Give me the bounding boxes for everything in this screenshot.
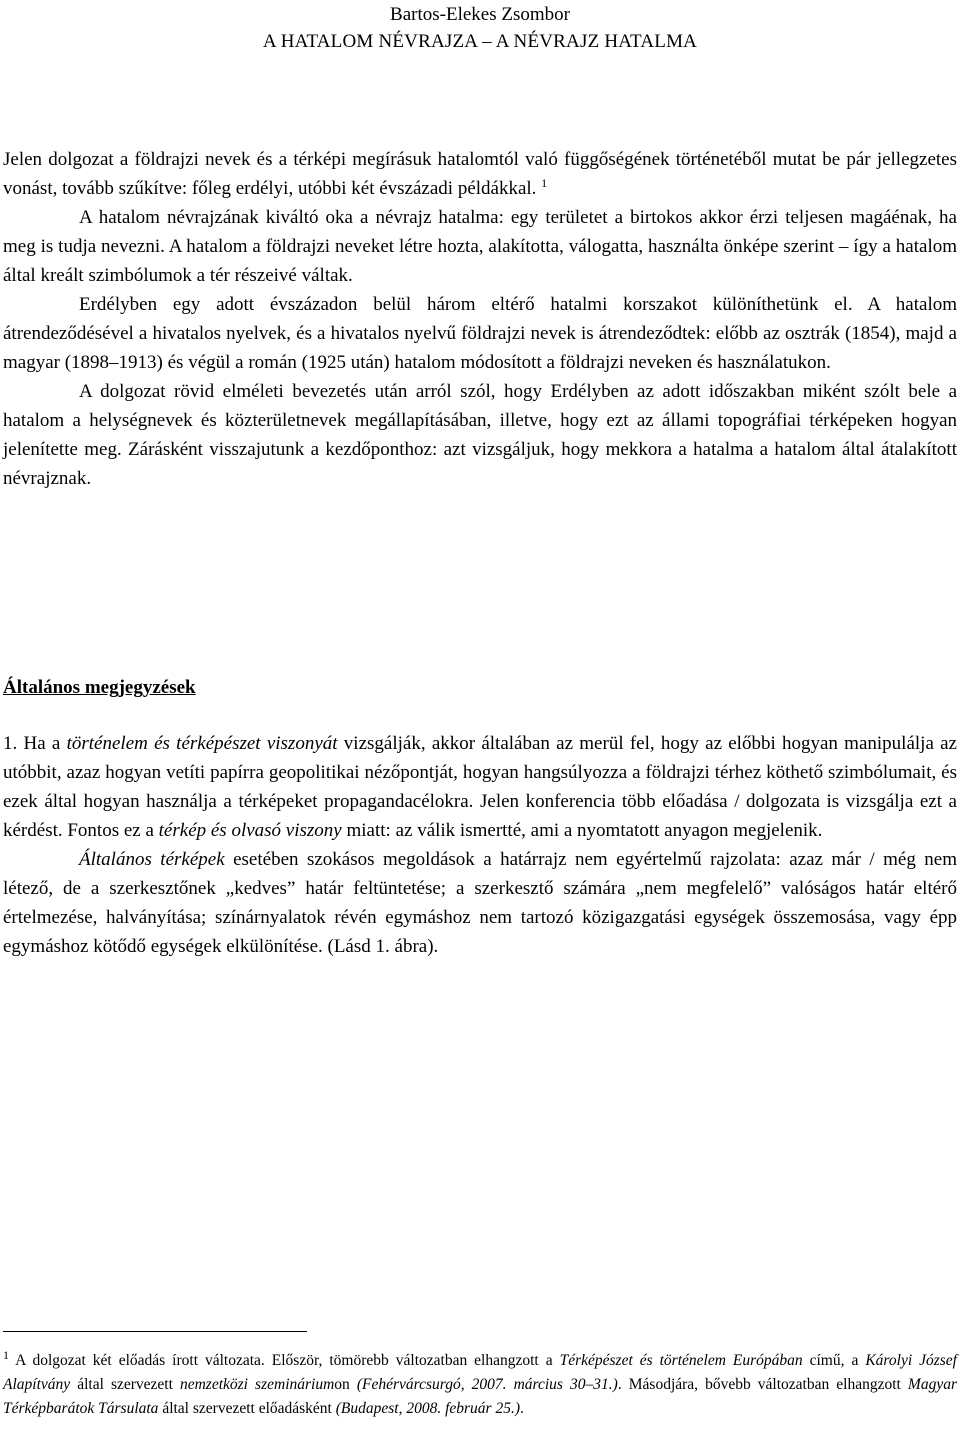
paragraph-outline: A dolgozat rövid elméleti bevezetés után arról szól, hogy Erdélyben az adott időszakban miként szólt bele a hatalom a helységnevek és közterületnevek megállapításában, illetve, hogy ezt az állami topográfiai térképeken hogyan jelenítette meg. Zárásként visszajutunk a kezdőponthoz: azt vizsgáljuk, hogy mekkora a hatalma a hatalom által átalakított névrajznak. [3, 381, 957, 489]
general-remarks-section [3, 729, 957, 961]
emphasis-run: Magyar Térképbarátok Társulata [3, 1376, 957, 1417]
footnote-mark: 1 [3, 1348, 9, 1362]
document-title: A HATALOM NÉVRAJZA – A NÉVRAJZ HATALMA [262, 31, 698, 52]
emphasis-run: Térképészet és történelem Európában [559, 1352, 803, 1369]
emphasis-run: (Fehérvárcsurgó, 2007. március 30–31.) [356, 1376, 618, 1393]
paragraph-intro [3, 145, 957, 203]
text-run: A dolgozat két előadás írott változata. Először, tömörebb változatban elhangzott a [9, 1352, 560, 1369]
footnote-divider [3, 1331, 307, 1332]
text-run: című, a [802, 1352, 866, 1369]
footnote-ref[interactable]: 1 [541, 176, 548, 190]
emphasis-run: nemzetközi szeminárium [179, 1376, 335, 1393]
intro-section [3, 145, 957, 493]
emphasis-run: Általános térképek [79, 849, 225, 870]
author-name: Bartos-Elekes Zsombor [390, 4, 570, 25]
text-run: 1. Ha a [3, 733, 67, 754]
text-run: vizsgálják, akkor általában az merül fel, hogy az előbbi hogyan manipulálja az utóbbit, azaz hogyan vetíti papírra geopolitikai nézőpontját, hogyan hangsúlyozza a földrajzi térhez köthető szimbólumait, és ezek által hogyan használja a térképeket propagandacélokra. Jelen konferencia több előadása / dolgozata is vizsgálja ezt a kérdést. Fontos ez a [3, 733, 957, 841]
paragraph-intro-text: Jelen dolgozat a földrajzi nevek és a térképi megírásuk hatalomtól való függőségének történetéből mutat be pár jellegzetes vonást, tovább szűkítve: főleg erdélyi, utóbbi két évszázadi példákkal. [3, 149, 957, 199]
emphasis-run: (Budapest, 2008. február 25.) [335, 1400, 520, 1417]
text-run: esetében szokásos megoldások a határrajz nem egyértelmű rajzolata: azaz már / még nem létező, de a szerkesztőnek „kedves” határ feltüntetése; a szerkesztő számára „nem megfelelő” valóságos határ eltérő értelmezése, halványítása; színárnyalatok révén egymáshoz nem tartozó közigazgatási egységek összemosása, vagy épp egymáshoz kötődő egységek elkülönítése. (Lásd 1. ábra). [3, 849, 957, 957]
paragraph-power: A hatalom névrajzának kiváltó oka a névrajz hatalma: egy területet a birtokos akkor érzi teljesen magáénak, ha meg is tudja nevezni. A hatalom a földrajzi neveket létre hozta, alakította, válogatta, használta önképe szerint – így a hatalom által kreált szimbólumok a tér részeivé váltak. [3, 207, 957, 286]
emphasis-run: térkép és olvasó viszony [158, 820, 342, 841]
paragraph-remark-1 [3, 729, 957, 845]
emphasis-run: történelem és térképészet viszonyát [66, 733, 338, 754]
text-run: miatt: az válik ismertté, ami a nyomtatott anyagon megjelenik. [341, 820, 823, 841]
text-run: . Másodjára, bővebb változatban elhangzott [617, 1376, 908, 1393]
text-run: által szervezett [70, 1376, 180, 1393]
paragraph-eras: Erdélyben egy adott évszázadon belül három eltérő hatalmi korszakot különíthetünk el. A hatalom átrendeződésével a hivatalos nyelvek, és a hivatalos nyelvű földrajzi nevek is átrendeződtek: előbb az osztrák (1854), majd a magyar (1898–1913) és végül a román (1925 után) hatalom módosított a földrajzi neveken és használatukon. [3, 294, 957, 373]
footnote-1 [3, 1349, 957, 1421]
emphasis-run: Károlyi József Alapítvány [3, 1352, 957, 1393]
paragraph-general-maps [3, 845, 957, 961]
section-heading: Általános megjegyzések [3, 677, 196, 698]
text-run: on [334, 1376, 357, 1393]
text-run: által szervezett előadásként [158, 1400, 336, 1417]
text-run: . [520, 1400, 524, 1417]
